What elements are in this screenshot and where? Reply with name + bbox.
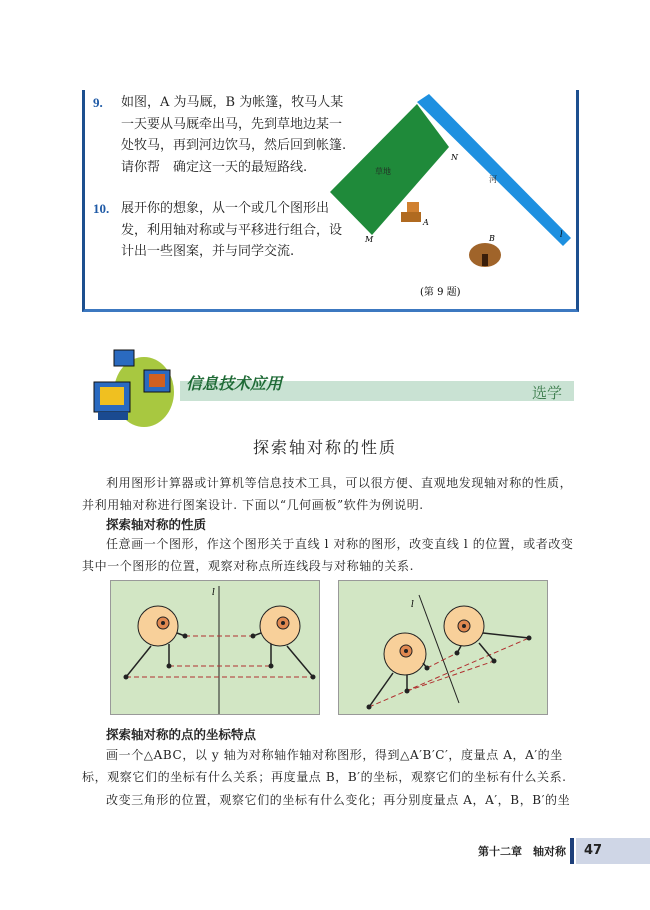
tent xyxy=(469,243,501,267)
label-b: B xyxy=(489,234,495,243)
section-title: 探索轴对称的性质 xyxy=(252,438,397,457)
figure-symmetry-oblique xyxy=(338,580,548,715)
optional-tag: 选学 xyxy=(532,384,563,402)
exercise-text: 如图，A 为马厩，B 为帐篷，牧马人某一天要从马厩牵出马，先到草地边某一处牧马，再到河边饮马，然后回到帐篷. 请你帮 确定这一天的最短路线. xyxy=(121,95,347,175)
horse-stable xyxy=(401,202,421,222)
axis-label: l xyxy=(411,600,414,610)
coordinates-paragraph-1: 画一个△ABC，以 y 轴为对称轴作轴对称图形，得到△A′B′C′，度量点 A，A′的坐标，观察它们的坐标有什么关系；再度量点 B，B′的坐标，观察它们的坐标有什么关系. xyxy=(82,748,567,784)
footer-divider xyxy=(570,838,574,864)
river xyxy=(417,94,571,246)
subheading-properties: 探索轴对称的性质 xyxy=(106,517,207,532)
label-a: A xyxy=(423,218,429,227)
axis-label: l xyxy=(212,588,215,598)
page-number: 47 xyxy=(576,838,650,864)
figure-left xyxy=(126,606,185,677)
label-n: N xyxy=(451,153,458,162)
subheading-coordinates: 探索轴对称的点的坐标特点 xyxy=(106,727,257,742)
figure-9 xyxy=(85,90,579,310)
computers-icon xyxy=(84,342,184,432)
exercise-box xyxy=(82,90,579,312)
exercise-number: 10. xyxy=(93,201,110,216)
grass-label: 草地 xyxy=(375,167,391,176)
exercise-number: 9. xyxy=(93,95,103,110)
footer-chapter: 第十二章 轴对称 xyxy=(478,845,566,858)
label-l: l xyxy=(560,230,563,239)
exercise-text: 展开你的想象，从一个或几个图形出发，利用轴对称或与平移进行组合，设计出一些图案，并与同学交流. xyxy=(121,201,343,259)
label-m: M xyxy=(365,235,374,244)
coordinates-paragraph-2: 改变三角形的位置，观察它们的坐标有什么变化；再分别度量点 A，A′，B，B′的坐 xyxy=(106,793,571,807)
banner-title: 信息技术应用 xyxy=(186,374,283,393)
figure-symmetry-vertical xyxy=(110,580,320,715)
figure-left xyxy=(369,633,427,707)
properties-paragraph: 任意画一个图形，作这个图形关于直线 l 对称的图形，改变直线 l 的位置，或者改变其中一个图形的位置，观察对称点所连线段与对称轴的关系. xyxy=(82,537,574,573)
river-label: 河 xyxy=(489,175,497,184)
figure-caption: (第 9 题) xyxy=(420,287,461,298)
intro-paragraph: 利用图形计算器或计算机等信息技术工具，可以很方便、直观地发现轴对称的性质，并利用轴对称进行图案设计. 下面以“几何画板”软件为例说明. xyxy=(82,476,573,512)
